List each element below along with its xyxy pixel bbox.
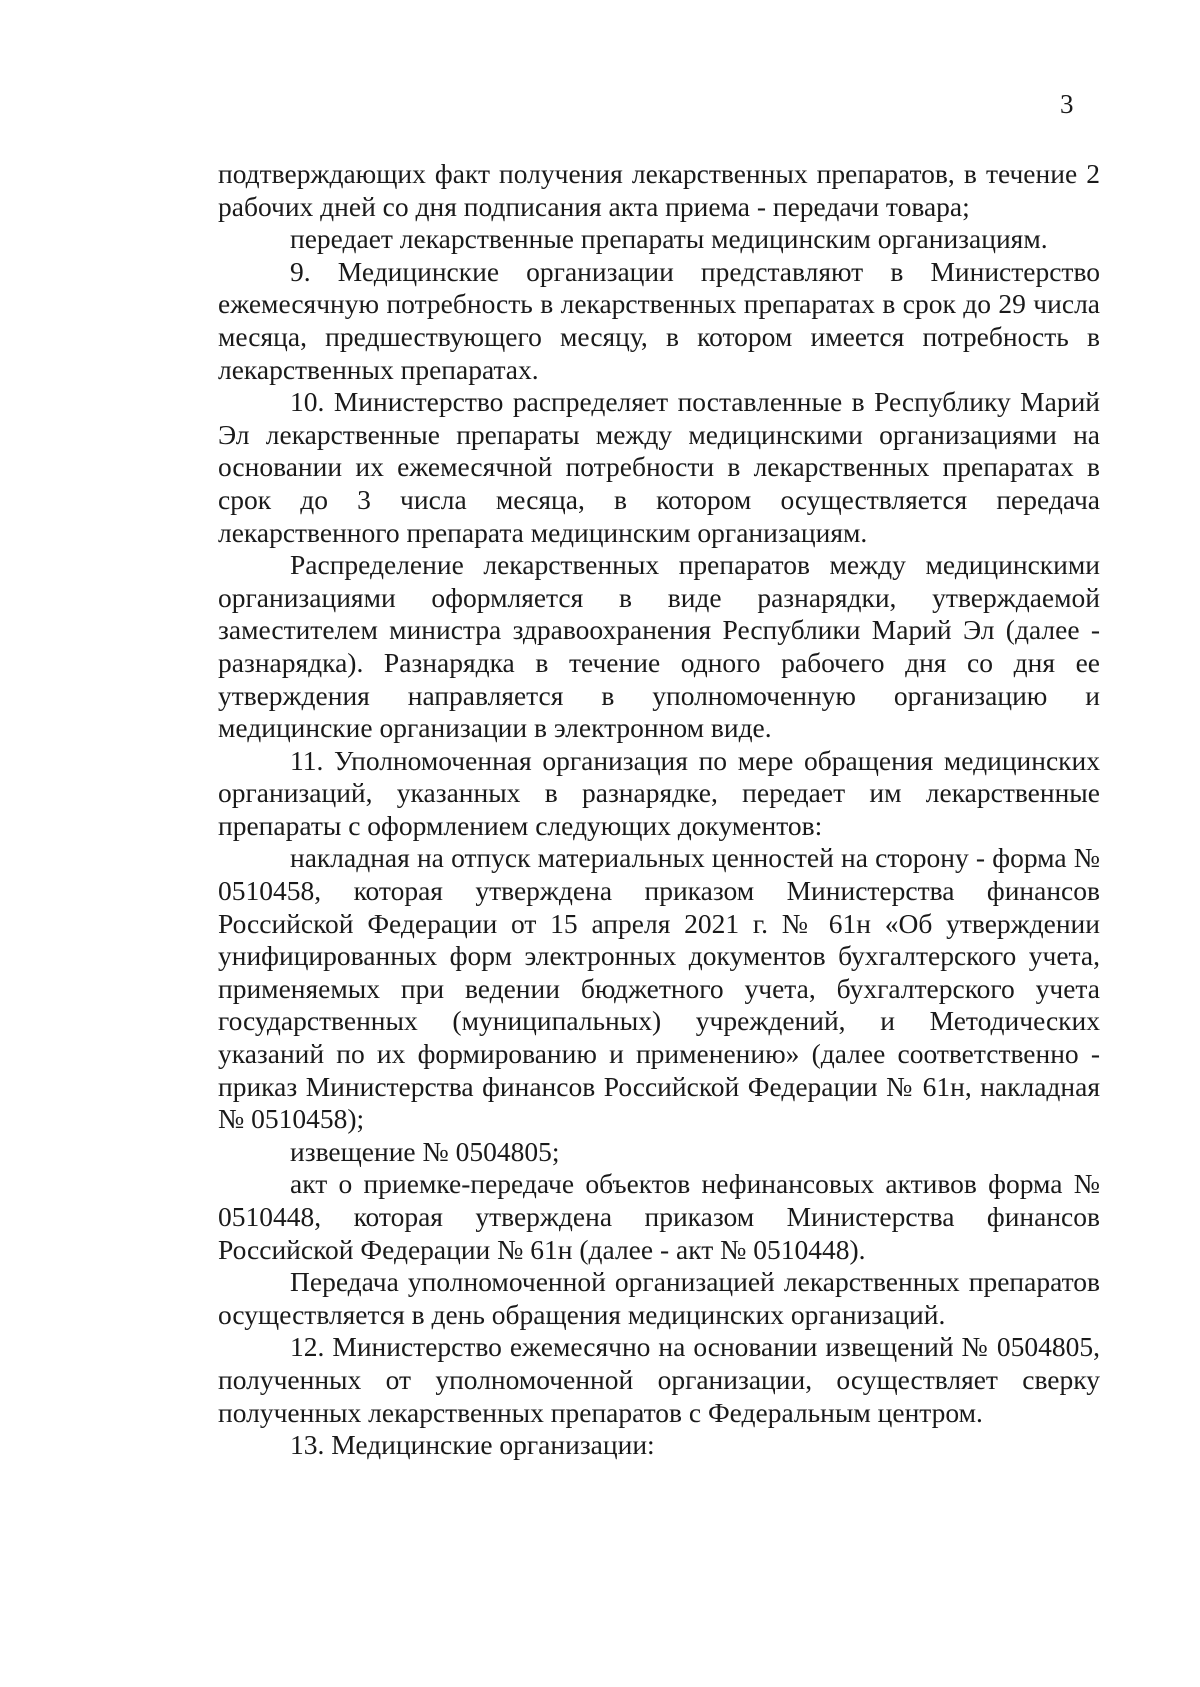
- paragraph: 10. Министерство распределяет поставленные в Республику Марий Эл лекарственные препараты между медицинскими организациями на основании их ежемесячной потребности в лекарственных препаратах в срок до 3 числа месяца, в котором осуществляется передача лекарственного препарата медицинским организациям.: [218, 386, 1100, 548]
- paragraph: накладная на отпуск материальных ценностей на сторону - форма № 0510458, которая утверждена приказом Министерства финансов Российской Федерации от 15 апреля 2021 г. № 61н «Об утверждении унифицированных форм электронных документов бухгалтерского учета, применяемых при ведении бюджетного учета, бухгалтерского учета государственных (муниципальных) учреждений, и Методических указаний по их формированию и применению» (далее соответственно - приказ Министерства финансов Российской Федерации № 61н, накладная № 0510458);: [218, 842, 1100, 1135]
- paragraph: извещение № 0504805;: [290, 1135, 560, 1167]
- paragraph: передает лекарственные препараты медицинским организациям.: [290, 223, 1048, 255]
- paragraph: Распределение лекарственных препаратов между медицинскими организациями оформляется в виде разнарядки, утверждаемой заместителем министра здравоохранения Республики Марий Эл (далее - разнарядка). Разнарядка в течение одного рабочего дня со дня ее утверждения направляется в уполномоченную организацию и медицинские организации в электронном виде.: [218, 549, 1100, 744]
- paragraph: 13. Медицинские организации:: [290, 1429, 655, 1461]
- document-body: [218, 158, 1100, 1462]
- paragraph: подтверждающих факт получения лекарственных препаратов, в течение 2 рабочих дней со дня подписания акта приема - передачи товара;: [218, 158, 1100, 222]
- paragraph: 12. Министерство ежемесячно на основании извещений № 0504805, полученных от уполномоченной организации, осуществляет сверку полученных лекарственных препаратов с Федеральным центром.: [218, 1331, 1100, 1428]
- paragraph: 9. Медицинские организации представляют в Министерство ежемесячную потребность в лекарственных препаратах в срок до 29 числа месяца, предшествующего месяцу, в котором имеется потребность в лекарственных препаратах.: [218, 255, 1100, 385]
- paragraph: Передача уполномоченной организацией лекарственных препаратов осуществляется в день обращения медицинских организаций.: [218, 1266, 1100, 1330]
- paragraph: 11. Уполномоченная организация по мере обращения медицинских организаций, указанных в разнарядке, передает им лекарственные препараты с оформлением следующих документов:: [218, 744, 1100, 841]
- page-number: 3: [1060, 89, 1074, 119]
- paragraph: акт о приемке-передаче объектов нефинансовых активов форма № 0510448, которая утверждена приказом Министерства финансов Российской Федерации № 61н (далее - акт № 0510448).: [218, 1168, 1100, 1265]
